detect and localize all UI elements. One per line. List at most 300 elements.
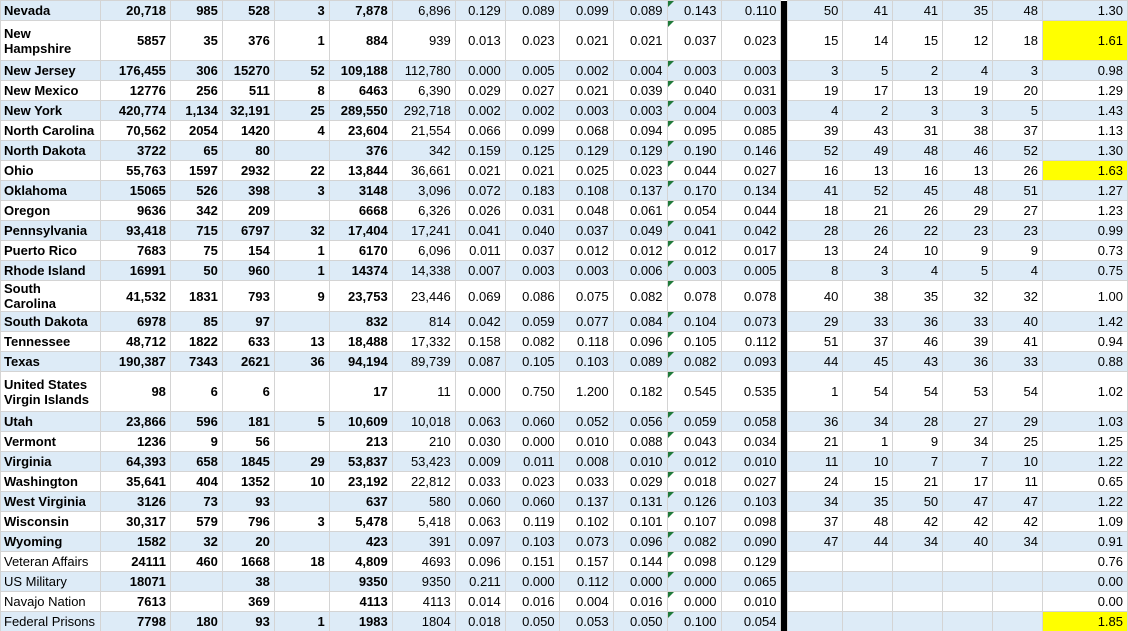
value-cell[interactable]: 0.033: [455, 472, 505, 492]
value-cell[interactable]: 17: [843, 81, 893, 101]
value-cell[interactable]: 35: [943, 1, 993, 21]
value-cell[interactable]: 0.012: [667, 452, 721, 472]
value-cell[interactable]: [788, 572, 843, 592]
value-cell[interactable]: 17,332: [392, 332, 455, 352]
value-cell[interactable]: [993, 592, 1043, 612]
value-cell[interactable]: 51: [993, 181, 1043, 201]
value-cell[interactable]: 53,837: [329, 452, 392, 472]
value-cell[interactable]: 23,192: [329, 472, 392, 492]
value-cell[interactable]: 0.99: [1043, 221, 1128, 241]
value-cell[interactable]: 1597: [170, 161, 222, 181]
row-label-cell[interactable]: Navajo Nation: [1, 592, 101, 612]
value-cell[interactable]: 1831: [170, 281, 222, 312]
value-cell[interactable]: 0.040: [667, 81, 721, 101]
value-cell[interactable]: 0.003: [613, 101, 667, 121]
value-cell[interactable]: 29: [943, 201, 993, 221]
value-cell[interactable]: 43: [843, 121, 893, 141]
value-cell[interactable]: 1.09: [1043, 512, 1128, 532]
value-cell[interactable]: 0.063: [455, 412, 505, 432]
value-cell[interactable]: 6463: [329, 81, 392, 101]
value-cell[interactable]: 0.012: [667, 241, 721, 261]
value-cell[interactable]: 0.75: [1043, 261, 1128, 281]
value-cell[interactable]: 4: [788, 101, 843, 121]
value-cell[interactable]: 0.084: [613, 312, 667, 332]
value-cell[interactable]: 0.006: [613, 261, 667, 281]
value-cell[interactable]: 6: [170, 372, 222, 412]
value-cell[interactable]: 0.030: [455, 432, 505, 452]
value-cell[interactable]: 0.098: [667, 552, 721, 572]
value-cell[interactable]: 0.037: [559, 221, 613, 241]
value-cell[interactable]: 0.049: [613, 221, 667, 241]
value-cell[interactable]: 1.22: [1043, 452, 1128, 472]
value-cell[interactable]: 289,550: [329, 101, 392, 121]
value-cell[interactable]: 0.041: [667, 221, 721, 241]
value-cell[interactable]: 7683: [100, 241, 170, 261]
value-cell[interactable]: 0.011: [455, 241, 505, 261]
value-cell[interactable]: 0.00: [1043, 592, 1128, 612]
value-cell[interactable]: 25: [993, 432, 1043, 452]
value-cell[interactable]: 19: [788, 81, 843, 101]
value-cell[interactable]: [843, 572, 893, 592]
value-cell[interactable]: 0.002: [559, 61, 613, 81]
value-cell[interactable]: 27: [943, 412, 993, 432]
value-cell[interactable]: 37: [788, 512, 843, 532]
value-cell[interactable]: 3,096: [392, 181, 455, 201]
value-cell[interactable]: 41,532: [100, 281, 170, 312]
value-cell[interactable]: 32: [274, 221, 329, 241]
value-cell[interactable]: 0.94: [1043, 332, 1128, 352]
row-label-cell[interactable]: Utah: [1, 412, 101, 432]
value-cell[interactable]: 176,455: [100, 61, 170, 81]
value-cell[interactable]: 38: [843, 281, 893, 312]
value-cell[interactable]: 1.02: [1043, 372, 1128, 412]
value-cell[interactable]: 98: [100, 372, 170, 412]
value-cell[interactable]: 0.021: [505, 161, 559, 181]
value-cell[interactable]: 637: [329, 492, 392, 512]
value-cell[interactable]: 1.23: [1043, 201, 1128, 221]
value-cell[interactable]: 1: [274, 261, 329, 281]
value-cell[interactable]: 0.000: [455, 61, 505, 81]
value-cell[interactable]: 3148: [329, 181, 392, 201]
value-cell[interactable]: 4113: [392, 592, 455, 612]
value-cell[interactable]: 658: [170, 452, 222, 472]
value-cell[interactable]: 0.146: [721, 141, 781, 161]
value-cell[interactable]: 793: [222, 281, 274, 312]
value-cell[interactable]: [993, 572, 1043, 592]
row-label-cell[interactable]: Wisconsin: [1, 512, 101, 532]
value-cell[interactable]: 6668: [329, 201, 392, 221]
value-cell[interactable]: 0.014: [455, 592, 505, 612]
value-cell[interactable]: 2: [893, 61, 943, 81]
row-label-cell[interactable]: Vermont: [1, 432, 101, 452]
value-cell[interactable]: 0.004: [559, 592, 613, 612]
value-cell[interactable]: 0.159: [455, 141, 505, 161]
value-cell[interactable]: 25: [274, 101, 329, 121]
row-label-cell[interactable]: Rhode Island: [1, 261, 101, 281]
row-label-cell[interactable]: Pennsylvania: [1, 221, 101, 241]
value-cell[interactable]: 2621: [222, 352, 274, 372]
value-cell[interactable]: 34: [943, 432, 993, 452]
row-label-cell[interactable]: Oregon: [1, 201, 101, 221]
value-cell[interactable]: 0.088: [613, 432, 667, 452]
value-cell[interactable]: 0.102: [559, 512, 613, 532]
value-cell[interactable]: 10: [274, 472, 329, 492]
value-cell[interactable]: 0.034: [721, 432, 781, 452]
value-cell[interactable]: 31: [893, 121, 943, 141]
value-cell[interactable]: [170, 572, 222, 592]
value-cell[interactable]: 1668: [222, 552, 274, 572]
value-cell[interactable]: [893, 612, 943, 631]
value-cell[interactable]: 0.018: [667, 472, 721, 492]
value-cell[interactable]: 41: [843, 1, 893, 21]
value-cell[interactable]: 0.063: [455, 512, 505, 532]
value-cell[interactable]: 16991: [100, 261, 170, 281]
value-cell[interactable]: 48,712: [100, 332, 170, 352]
value-cell[interactable]: 0.545: [667, 372, 721, 412]
value-cell[interactable]: 13: [788, 241, 843, 261]
value-cell[interactable]: 48: [843, 512, 893, 532]
value-cell[interactable]: 190,387: [100, 352, 170, 372]
value-cell[interactable]: 0.104: [667, 312, 721, 332]
value-cell[interactable]: 0.094: [613, 121, 667, 141]
value-cell[interactable]: 6,326: [392, 201, 455, 221]
value-cell[interactable]: [274, 201, 329, 221]
value-cell[interactable]: 1.63: [1043, 161, 1128, 181]
value-cell[interactable]: 14: [843, 21, 893, 61]
value-cell[interactable]: 1352: [222, 472, 274, 492]
value-cell[interactable]: 8: [788, 261, 843, 281]
value-cell[interactable]: 6,390: [392, 81, 455, 101]
value-cell[interactable]: 0.011: [505, 452, 559, 472]
value-cell[interactable]: 54: [893, 372, 943, 412]
value-cell[interactable]: 0.131: [613, 492, 667, 512]
value-cell[interactable]: 596: [170, 412, 222, 432]
row-label-cell[interactable]: United States Virgin Islands: [1, 372, 101, 412]
value-cell[interactable]: 391: [392, 532, 455, 552]
value-cell[interactable]: 21: [843, 201, 893, 221]
value-cell[interactable]: 4: [893, 261, 943, 281]
value-cell[interactable]: 21: [893, 472, 943, 492]
value-cell[interactable]: 42: [893, 512, 943, 532]
value-cell[interactable]: 0.005: [505, 61, 559, 81]
value-cell[interactable]: 1420: [222, 121, 274, 141]
value-cell[interactable]: 20: [993, 81, 1043, 101]
value-cell[interactable]: 796: [222, 512, 274, 532]
row-label-cell[interactable]: New Mexico: [1, 81, 101, 101]
value-cell[interactable]: 0.061: [613, 201, 667, 221]
value-cell[interactable]: 34: [993, 532, 1043, 552]
value-cell[interactable]: 20: [222, 532, 274, 552]
value-cell[interactable]: 0.750: [505, 372, 559, 412]
value-cell[interactable]: 0.158: [455, 332, 505, 352]
value-cell[interactable]: 511: [222, 81, 274, 101]
value-cell[interactable]: 26: [893, 201, 943, 221]
value-cell[interactable]: [274, 432, 329, 452]
value-cell[interactable]: 0.082: [667, 352, 721, 372]
value-cell[interactable]: 420,774: [100, 101, 170, 121]
value-cell[interactable]: 342: [170, 201, 222, 221]
value-cell[interactable]: 29: [788, 312, 843, 332]
value-cell[interactable]: 52: [843, 181, 893, 201]
value-cell[interactable]: [943, 552, 993, 572]
row-label-cell[interactable]: New York: [1, 101, 101, 121]
value-cell[interactable]: 9350: [392, 572, 455, 592]
value-cell[interactable]: 12: [943, 21, 993, 61]
value-cell[interactable]: 0.190: [667, 141, 721, 161]
value-cell[interactable]: 0.093: [721, 352, 781, 372]
value-cell[interactable]: 21,554: [392, 121, 455, 141]
value-cell[interactable]: 50: [170, 261, 222, 281]
value-cell[interactable]: 0.066: [455, 121, 505, 141]
value-cell[interactable]: 376: [329, 141, 392, 161]
value-cell[interactable]: 32: [170, 532, 222, 552]
value-cell[interactable]: 0.096: [613, 332, 667, 352]
value-cell[interactable]: 39: [788, 121, 843, 141]
value-cell[interactable]: 0.082: [613, 281, 667, 312]
value-cell[interactable]: 0.004: [613, 61, 667, 81]
value-cell[interactable]: 0.058: [721, 412, 781, 432]
value-cell[interactable]: 0.134: [721, 181, 781, 201]
value-cell[interactable]: 34: [843, 412, 893, 432]
value-cell[interactable]: 55,763: [100, 161, 170, 181]
value-cell[interactable]: 0.002: [505, 101, 559, 121]
value-cell[interactable]: 1: [274, 21, 329, 61]
value-cell[interactable]: 11: [788, 452, 843, 472]
value-cell[interactable]: 0.027: [505, 81, 559, 101]
row-label-cell[interactable]: US Military: [1, 572, 101, 592]
value-cell[interactable]: 0.099: [505, 121, 559, 141]
row-label-cell[interactable]: Puerto Rico: [1, 241, 101, 261]
value-cell[interactable]: 45: [843, 352, 893, 372]
value-cell[interactable]: 526: [170, 181, 222, 201]
value-cell[interactable]: 580: [392, 492, 455, 512]
value-cell[interactable]: 51: [788, 332, 843, 352]
value-cell[interactable]: 10,018: [392, 412, 455, 432]
value-cell[interactable]: 0.103: [505, 532, 559, 552]
value-cell[interactable]: 0.095: [667, 121, 721, 141]
value-cell[interactable]: 15270: [222, 61, 274, 81]
value-cell[interactable]: [893, 572, 943, 592]
value-cell[interactable]: 0.041: [455, 221, 505, 241]
value-cell[interactable]: 0.044: [667, 161, 721, 181]
value-cell[interactable]: [893, 552, 943, 572]
value-cell[interactable]: 44: [788, 352, 843, 372]
value-cell[interactable]: 0.91: [1043, 532, 1128, 552]
row-label-cell[interactable]: Ohio: [1, 161, 101, 181]
value-cell[interactable]: 49: [843, 141, 893, 161]
value-cell[interactable]: 50: [788, 1, 843, 21]
value-cell[interactable]: 3: [274, 181, 329, 201]
value-cell[interactable]: 9: [170, 432, 222, 452]
value-cell[interactable]: 5: [943, 261, 993, 281]
value-cell[interactable]: 2054: [170, 121, 222, 141]
value-cell[interactable]: 11: [993, 472, 1043, 492]
value-cell[interactable]: 18,488: [329, 332, 392, 352]
value-cell[interactable]: 6170: [329, 241, 392, 261]
value-cell[interactable]: 1983: [329, 612, 392, 631]
value-cell[interactable]: 0.026: [455, 201, 505, 221]
value-cell[interactable]: 0.143: [667, 1, 721, 21]
value-cell[interactable]: 1.22: [1043, 492, 1128, 512]
value-cell[interactable]: 36: [274, 352, 329, 372]
value-cell[interactable]: 97: [222, 312, 274, 332]
value-cell[interactable]: 73: [170, 492, 222, 512]
value-cell[interactable]: 0.082: [505, 332, 559, 352]
value-cell[interactable]: 29: [993, 412, 1043, 432]
value-cell[interactable]: 398: [222, 181, 274, 201]
value-cell[interactable]: 54: [843, 372, 893, 412]
value-cell[interactable]: 0.089: [613, 352, 667, 372]
value-cell[interactable]: [843, 552, 893, 572]
row-label-cell[interactable]: Federal Prisons: [1, 612, 101, 631]
value-cell[interactable]: 36,661: [392, 161, 455, 181]
value-cell[interactable]: 0.182: [613, 372, 667, 412]
value-cell[interactable]: [943, 612, 993, 631]
value-cell[interactable]: [993, 612, 1043, 631]
value-cell[interactable]: 22: [893, 221, 943, 241]
value-cell[interactable]: 10: [893, 241, 943, 261]
value-cell[interactable]: 0.023: [613, 161, 667, 181]
value-cell[interactable]: 24: [843, 241, 893, 261]
value-cell[interactable]: 0.048: [559, 201, 613, 221]
value-cell[interactable]: 0.010: [559, 432, 613, 452]
value-cell[interactable]: 3126: [100, 492, 170, 512]
value-cell[interactable]: 0.052: [559, 412, 613, 432]
value-cell[interactable]: 1236: [100, 432, 170, 452]
value-cell[interactable]: 0.100: [667, 612, 721, 631]
value-cell[interactable]: 6,096: [392, 241, 455, 261]
value-cell[interactable]: 0.096: [455, 552, 505, 572]
value-cell[interactable]: 22: [274, 161, 329, 181]
value-cell[interactable]: 0.065: [721, 572, 781, 592]
value-cell[interactable]: 0.073: [721, 312, 781, 332]
value-cell[interactable]: 9: [993, 241, 1043, 261]
value-cell[interactable]: 1.43: [1043, 101, 1128, 121]
value-cell[interactable]: 52: [993, 141, 1043, 161]
value-cell[interactable]: 48: [893, 141, 943, 161]
value-cell[interactable]: 41: [788, 181, 843, 201]
value-cell[interactable]: 35: [170, 21, 222, 61]
value-cell[interactable]: 43: [893, 352, 943, 372]
value-cell[interactable]: 17,241: [392, 221, 455, 241]
value-cell[interactable]: [274, 141, 329, 161]
value-cell[interactable]: 0.137: [559, 492, 613, 512]
value-cell[interactable]: 53: [943, 372, 993, 412]
value-cell[interactable]: 0.037: [505, 241, 559, 261]
value-cell[interactable]: 579: [170, 512, 222, 532]
value-cell[interactable]: 3: [993, 61, 1043, 81]
value-cell[interactable]: 5,478: [329, 512, 392, 532]
value-cell[interactable]: 0.170: [667, 181, 721, 201]
value-cell[interactable]: 33: [843, 312, 893, 332]
value-cell[interactable]: 1.25: [1043, 432, 1128, 452]
value-cell[interactable]: [788, 612, 843, 631]
value-cell[interactable]: 54: [993, 372, 1043, 412]
value-cell[interactable]: [274, 532, 329, 552]
value-cell[interactable]: 26: [843, 221, 893, 241]
value-cell[interactable]: 52: [274, 61, 329, 81]
value-cell[interactable]: 34: [893, 532, 943, 552]
value-cell[interactable]: 0.029: [613, 472, 667, 492]
value-cell[interactable]: 1: [788, 372, 843, 412]
value-cell[interactable]: 40: [788, 281, 843, 312]
value-cell[interactable]: 32: [943, 281, 993, 312]
value-cell[interactable]: 0.157: [559, 552, 613, 572]
row-label-cell[interactable]: Tennessee: [1, 332, 101, 352]
value-cell[interactable]: 0.137: [613, 181, 667, 201]
value-cell[interactable]: 0.016: [505, 592, 559, 612]
value-cell[interactable]: 4693: [392, 552, 455, 572]
value-cell[interactable]: 4: [943, 61, 993, 81]
value-cell[interactable]: 3722: [100, 141, 170, 161]
value-cell[interactable]: 715: [170, 221, 222, 241]
value-cell[interactable]: 0.129: [721, 552, 781, 572]
value-cell[interactable]: 0.069: [455, 281, 505, 312]
value-cell[interactable]: 4: [274, 121, 329, 141]
value-cell[interactable]: 985: [170, 1, 222, 21]
value-cell[interactable]: 0.73: [1043, 241, 1128, 261]
value-cell[interactable]: 23: [943, 221, 993, 241]
value-cell[interactable]: 9: [893, 432, 943, 452]
value-cell[interactable]: 0.089: [505, 1, 559, 21]
value-cell[interactable]: 0.535: [721, 372, 781, 412]
value-cell[interactable]: 0.039: [613, 81, 667, 101]
value-cell[interactable]: 39: [943, 332, 993, 352]
value-cell[interactable]: 0.000: [505, 432, 559, 452]
value-cell[interactable]: 7343: [170, 352, 222, 372]
value-cell[interactable]: 3: [843, 261, 893, 281]
value-cell[interactable]: 0.029: [455, 81, 505, 101]
value-cell[interactable]: 65: [170, 141, 222, 161]
value-cell[interactable]: 1.00: [1043, 281, 1128, 312]
value-cell[interactable]: 14374: [329, 261, 392, 281]
value-cell[interactable]: 44: [843, 532, 893, 552]
value-cell[interactable]: 13: [943, 161, 993, 181]
value-cell[interactable]: 10,609: [329, 412, 392, 432]
value-cell[interactable]: 0.054: [667, 201, 721, 221]
value-cell[interactable]: 13: [843, 161, 893, 181]
value-cell[interactable]: 35: [893, 281, 943, 312]
value-cell[interactable]: 52: [788, 141, 843, 161]
value-cell[interactable]: [274, 572, 329, 592]
value-cell[interactable]: 13: [893, 81, 943, 101]
value-cell[interactable]: 181: [222, 412, 274, 432]
value-cell[interactable]: 7,878: [329, 1, 392, 21]
value-cell[interactable]: 28: [893, 412, 943, 432]
value-cell[interactable]: 6: [222, 372, 274, 412]
value-cell[interactable]: 0.125: [505, 141, 559, 161]
value-cell[interactable]: 4113: [329, 592, 392, 612]
value-cell[interactable]: 0.060: [455, 492, 505, 512]
value-cell[interactable]: 37: [843, 332, 893, 352]
value-cell[interactable]: 342: [392, 141, 455, 161]
value-cell[interactable]: 47: [788, 532, 843, 552]
value-cell[interactable]: 0.021: [559, 21, 613, 61]
value-cell[interactable]: 0.107: [667, 512, 721, 532]
value-cell[interactable]: 0.003: [559, 101, 613, 121]
value-cell[interactable]: 0.105: [667, 332, 721, 352]
value-cell[interactable]: 13,844: [329, 161, 392, 181]
value-cell[interactable]: 0.003: [721, 61, 781, 81]
value-cell[interactable]: 0.119: [505, 512, 559, 532]
row-label-cell[interactable]: West Virginia: [1, 492, 101, 512]
value-cell[interactable]: 1.03: [1043, 412, 1128, 432]
value-cell[interactable]: 0.183: [505, 181, 559, 201]
value-cell[interactable]: 0.010: [721, 452, 781, 472]
value-cell[interactable]: 8: [274, 81, 329, 101]
value-cell[interactable]: 35: [843, 492, 893, 512]
value-cell[interactable]: [943, 592, 993, 612]
